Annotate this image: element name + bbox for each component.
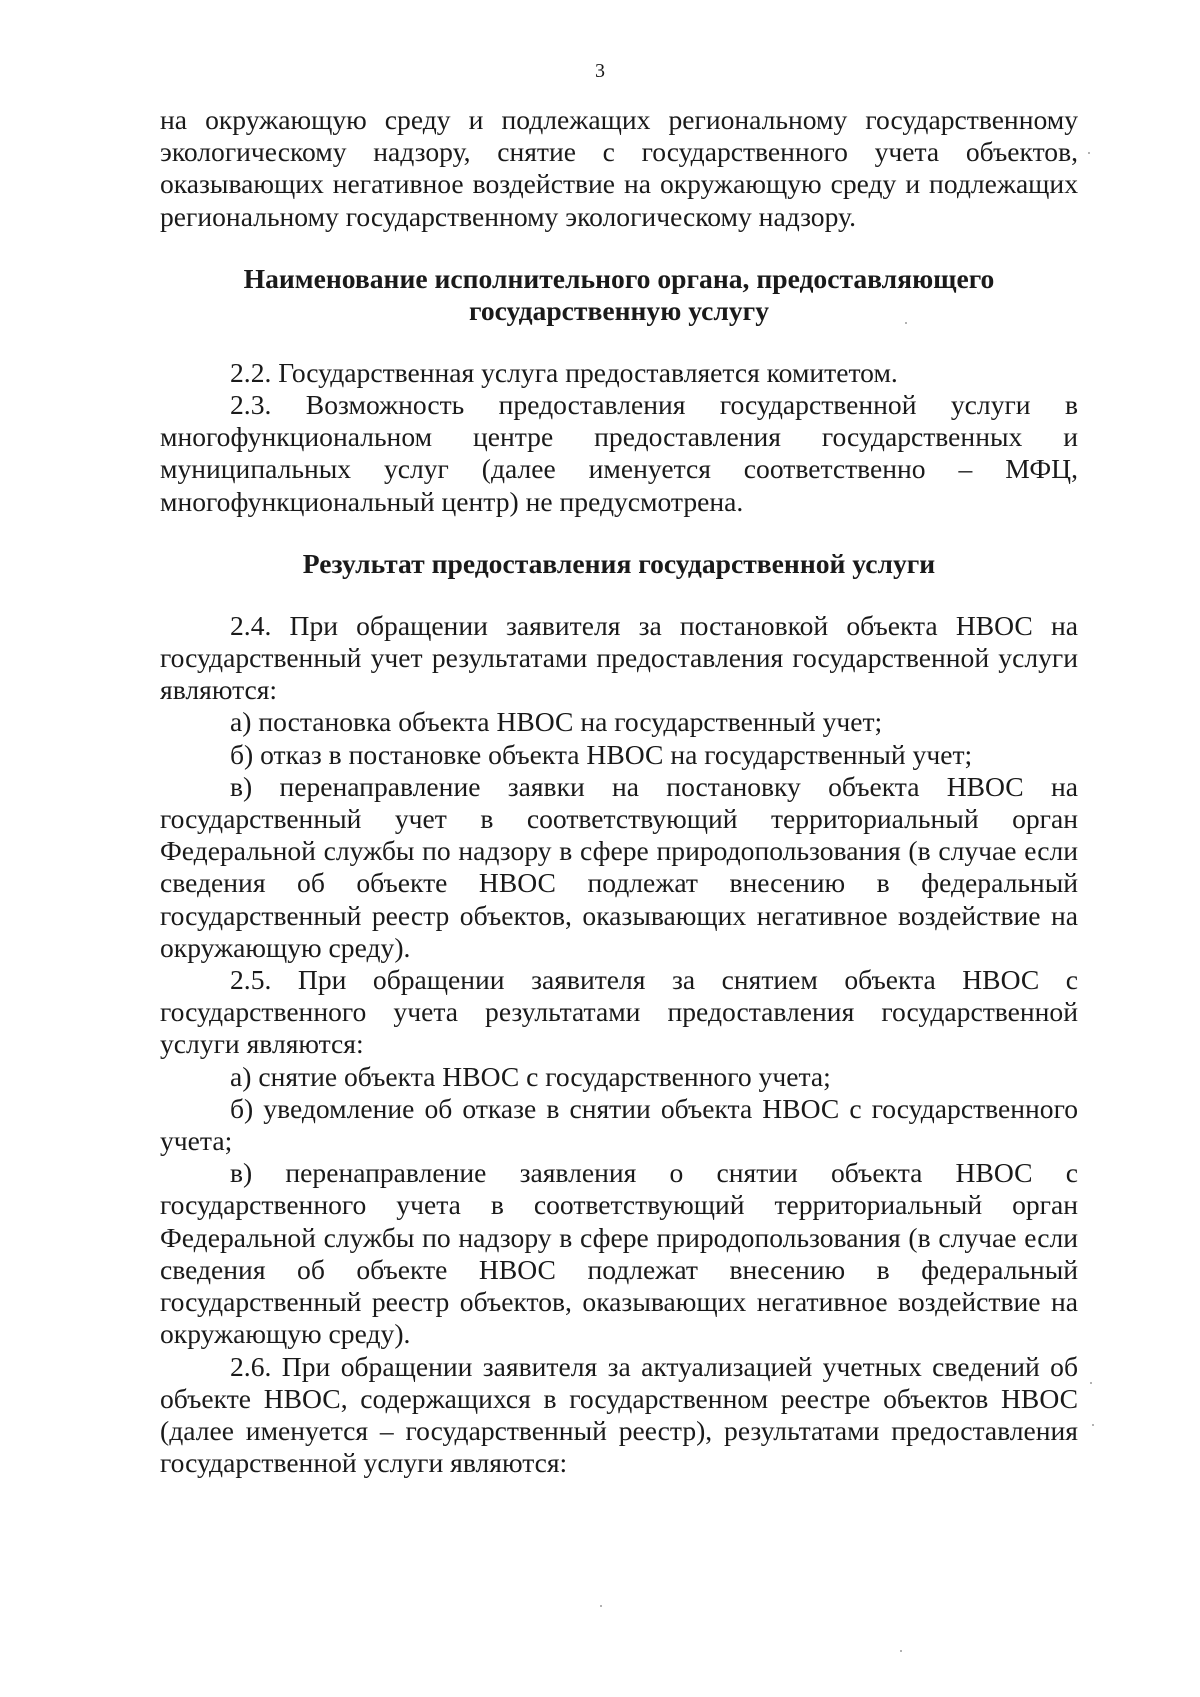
- section-heading-service-result: Результат предоставления государственной услуги: [302, 547, 936, 579]
- scan-speck: [1088, 152, 1090, 154]
- paragraph-2-5-a: а) снятие объекта НВОС с государственного учета;: [230, 1060, 831, 1092]
- paragraph-2-4-v: в) перенаправление заявки на постановку объекта НВОС на государственный учет в соответствующий территориальный орган Федеральной службы по надзору в сфере природопользования (в случае если сведения об объекте НВОС подлежат внесению в федеральный государственный реестр объектов, оказывающих негативное воздействие на окружающую среду).: [160, 770, 1078, 963]
- scan-speck: [900, 1650, 902, 1652]
- scan-speck: [1092, 1424, 1094, 1426]
- paragraph-2-3: 2.3. Возможность предоставления государственной услуги в многофункциональном центре предоставления государственных и муниципальных услуг (далее именуется соответственно – МФЦ, многофункциональный центр) не предусмотрена.: [160, 389, 1078, 517]
- paragraph-2-4-b: б) отказ в постановке объекта НВОС на государственный учет;: [230, 738, 973, 770]
- paragraph-2-6: 2.6. При обращении заявителя за актуализацией учетных сведений об объекте НВОС, содержащихся в государственном реестре объектов НВОС (далее именуется – государственный реестр), результатами предоставления государственной услуги являются:: [160, 1350, 1078, 1479]
- page-number: 3: [595, 60, 605, 82]
- paragraph-2-5: 2.5. При обращении заявителя за снятием объекта НВОС с государственного учета результатами предоставления государственной услуги являются:: [160, 964, 1078, 1060]
- paragraph-2-2: 2.2. Государственная услуга предоставляется комитетом.: [230, 356, 898, 388]
- scan-speck: [905, 322, 907, 324]
- heading-line-1: Наименование исполнительного органа, предоставляющего: [243, 262, 995, 294]
- paragraph-2-5-b: б) уведомление об отказе в снятии объекта НВОС с государственного учета;: [160, 1092, 1078, 1157]
- paragraph-2-5-v: в) перенаправление заявления о снятии объекта НВОС с государственного учета в соответствующий территориальный орган Федеральной службы по надзору в сфере природопользования (в случае если сведения об объекте НВОС подлежат внесению в федеральный государственный реестр объектов, оказывающих негативное воздействие на окружающую среду).: [160, 1157, 1078, 1350]
- document-body: [160, 104, 1078, 1479]
- scan-speck: [1090, 1382, 1092, 1384]
- heading-line-2: государственную услугу: [468, 294, 769, 326]
- paragraph-2-4: 2.4. При обращении заявителя за постановкой объекта НВОС на государственный учет результатами предоставления государственной услуги являются:: [160, 609, 1078, 706]
- paragraph-2-4-a: а) постановка объекта НВОС на государственный учет;: [230, 706, 883, 738]
- intro-paragraph: на окружающую среду и подлежащих региональному государственному экологическому надзору, снятие с государственного учета объектов, оказывающих негативное воздействие на окружающую среду и подлежащих региональному государственному экологическому надзору.: [160, 104, 1078, 232]
- scan-speck: [600, 1605, 602, 1607]
- section-heading-executive-body: [160, 263, 1078, 327]
